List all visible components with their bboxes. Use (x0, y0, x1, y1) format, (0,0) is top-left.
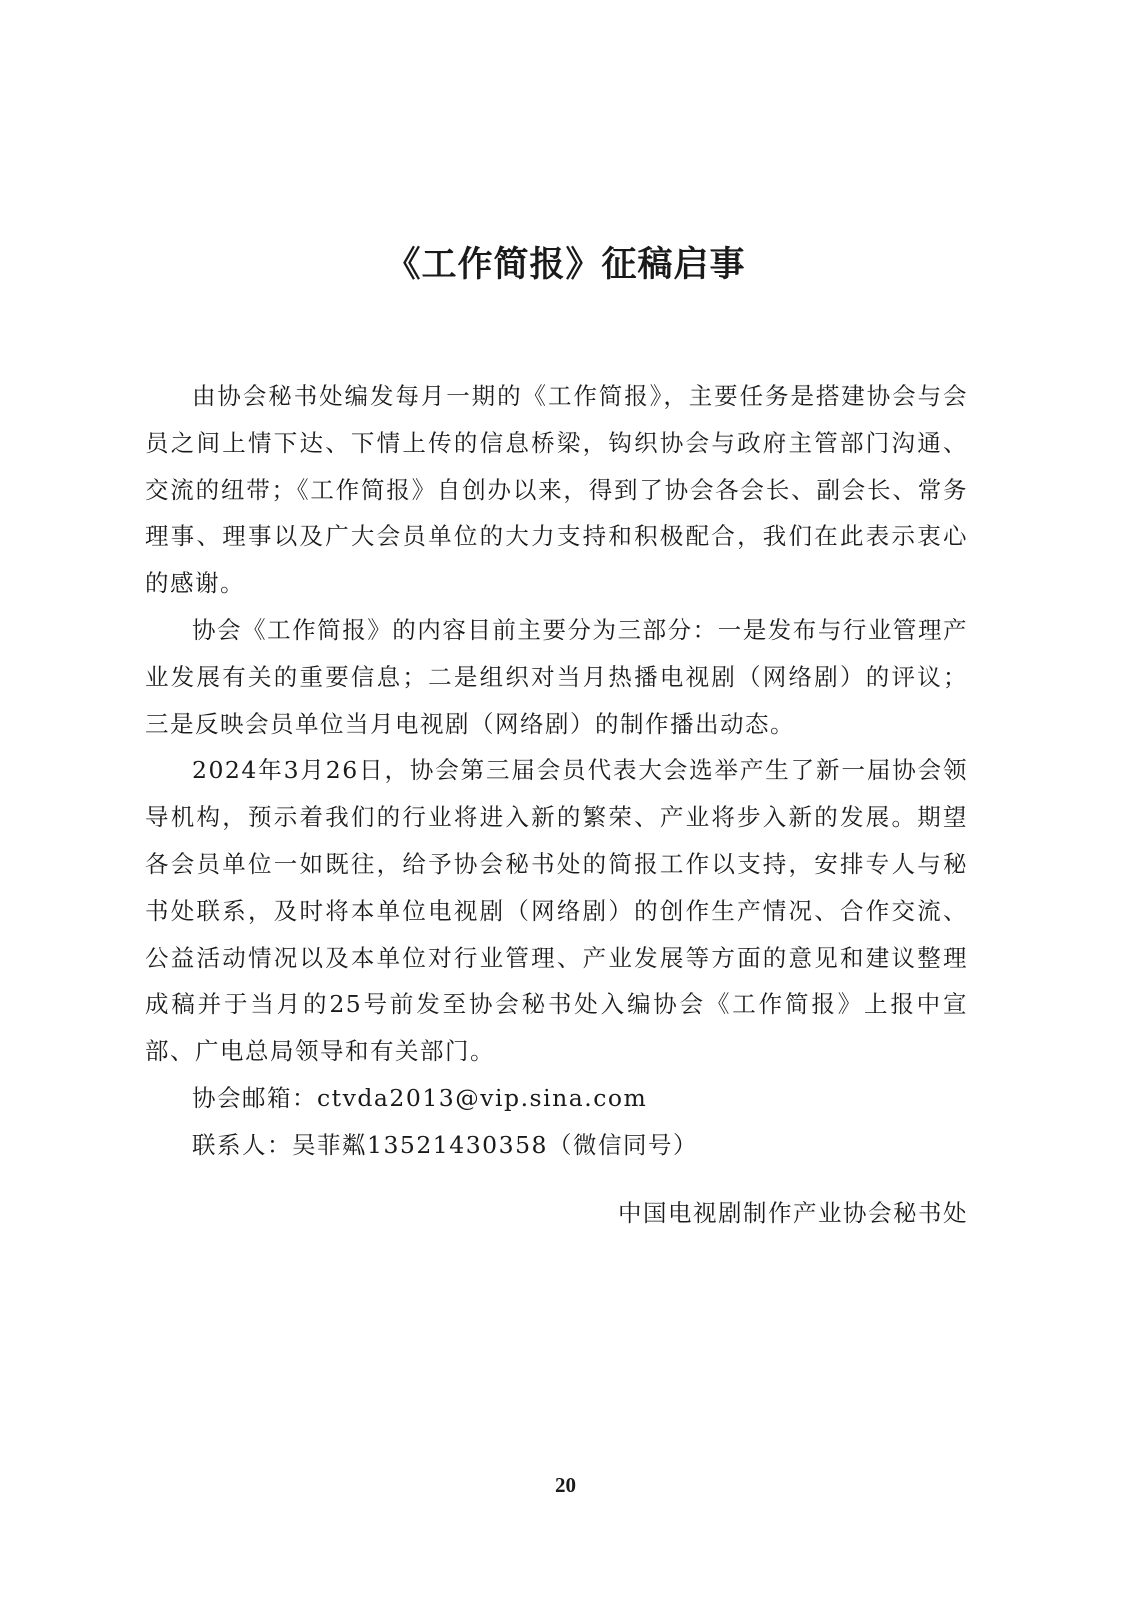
page-title: 《工作简报》征稿启事 (385, 245, 746, 285)
paragraph-request: 2024年3月26日，协会第三届会员代表大会选举产生了新一届协会领导机构，预示着我们的行业将进入新的繁荣、产业将步入新的发展。期望各会员单位一如既往，给予协会秘书处的简报工作以支持，安排专人与秘书处联系，及时将本单位电视剧（网络剧）的创作生产情况、合作交流、公益活动情况以及本单位对行业管理、产业发展等方面的意见和建议整理成稿并于当月的25号前发至协会秘书处入编协会《工作简报》上报中宣部、广电总局领导和有关部门。 (145, 756, 968, 1066)
signature: 中国电视剧制作产业协会秘书处 (618, 1199, 968, 1227)
contact-email: 协会邮箱：ctvda2013@vip.sina.com (192, 1083, 648, 1112)
document-body (145, 373, 968, 1169)
paragraph-intro: 由协会秘书处编发每月一期的《工作简报》，主要任务是搭建协会与会员之间上情下达、下情上传的信息桥梁，钩织协会与政府主管部门沟通、交流的纽带；《工作简报》自创办以来，得到了协会各会长、副会长、常务理事、理事以及广大会员单位的大力支持和积极配合，我们在此表示衷心的感谢。 (145, 382, 968, 598)
paragraph-content: 协会《工作简报》的内容目前主要分为三部分：一是发布与行业管理产业发展有关的重要信息；二是组织对当月热播电视剧（网络剧）的评议；三是反映会员单位当月电视剧（网络剧）的制作播出动态。 (145, 615, 968, 738)
contact-person: 联系人：吴菲粼13521430358（微信同号） (192, 1130, 698, 1159)
page-number: 20 (555, 1473, 576, 1497)
